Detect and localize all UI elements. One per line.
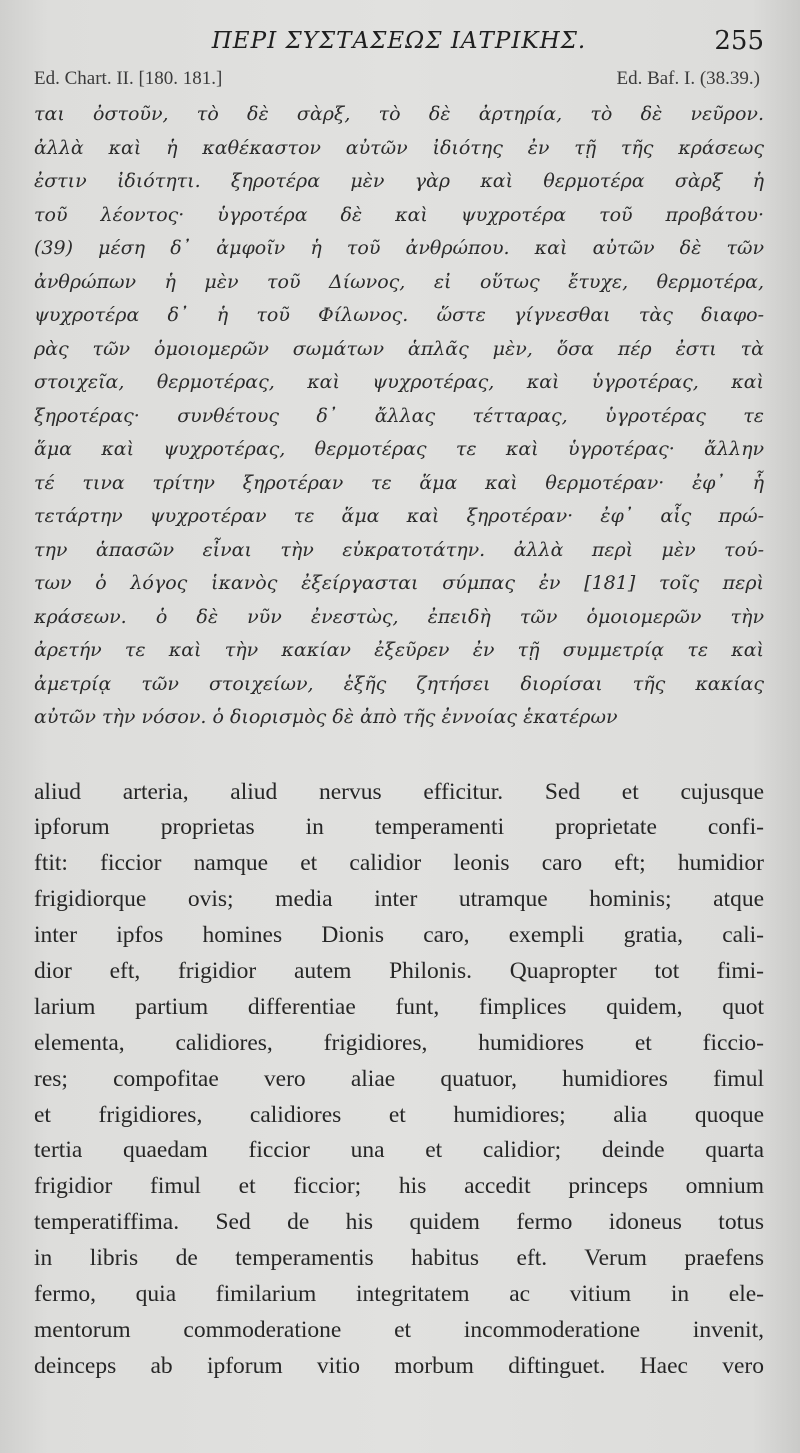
- latin-text-line: deinceps ab ipforum vitio morbum diftinguet. Haec vero: [34, 1352, 764, 1379]
- latin-text-line: frigidior fimul et ficcior; his accedit princeps omnium: [34, 1173, 764, 1200]
- latin-text-line: ftit: ficcior namque et calidior leonis caro eft; humidior: [34, 850, 764, 877]
- greek-text-line: ρὰς τῶν ὁμοιομερῶν σωμάτων ἁπλᾶς μὲν, ὅσα πέρ ἐστι τὰ: [34, 337, 764, 360]
- page-header: [34, 24, 764, 64]
- latin-text-block: [34, 775, 764, 1385]
- latin-text-line: in libris de temperamentis habitus eft. Verum praefens: [34, 1245, 764, 1272]
- greek-text-block: [34, 98, 764, 735]
- greek-text-line: τετάρτην ψυχροτέραν τε ἅμα καὶ ξηροτέραν· ἐφ᾽ αἷς πρώ-: [34, 505, 764, 527]
- edition-reference-right: Ed. Baf. I. (38.39.): [616, 68, 760, 89]
- latin-text-line: larium partium differentiae funt, fimplices quidem, quot: [34, 993, 764, 1020]
- latin-text-line: tertia quaedam ficcior una et calidior; deinde quarta: [34, 1137, 764, 1164]
- greek-text-line: ψυχροτέρα δ᾽ ἡ τοῦ Φίλωνος. ὥστε γίγνεσθαι τὰς διαφο-: [34, 304, 764, 326]
- greek-text-line: ἀλλὰ καὶ ἡ καθέκαστον αὐτῶν ἰδιότης ἐν τῇ τῆς κράσεως: [34, 136, 764, 159]
- latin-text-line: mentorum commoderatione et incommoderatione invenit,: [34, 1316, 764, 1343]
- greek-text-line: ἐστιν ἰδιότητι. ξηροτέρα μὲν γὰρ καὶ θερμοτέρα σὰρξ ἡ: [34, 170, 764, 192]
- latin-text-line: inter ipfos homines Dionis caro, exempli gratia, cali-: [34, 922, 764, 949]
- latin-text-line: dior eft, frigidior autem Philonis. Quapropter tot fimi-: [34, 957, 764, 984]
- latin-text-line: elementa, calidiores, frigidiores, humidiores et ficcio-: [34, 1029, 764, 1056]
- latin-text-line: temperatiffima. Sed de his quidem fermo idoneus totus: [34, 1209, 764, 1236]
- page-number: 255: [714, 26, 764, 56]
- latin-text-line: et frigidiores, calidiores et humidiores; alia quoque: [34, 1101, 764, 1128]
- greek-text-line: ξηροτέρας· συνθέτους δ᾽ ἄλλας τέτταρας, ὑγροτέρας τε: [34, 404, 764, 427]
- latin-text-line: frigidiorque ovis; media inter utramque hominis; atque: [34, 886, 764, 913]
- greek-text-line: κράσεων. ὁ δὲ νῦν ἐνεστὼς, ἐπειδὴ τῶν ὁμοιομερῶν τὴν: [34, 605, 764, 628]
- edition-reference-left: Ed. Chart. II. [180. 181.]: [34, 68, 223, 89]
- running-title: ΠΕΡΙ ΣΥΣΤΑΣΕΩΣ ΙΑΤΡΙΚΗΣ.: [211, 28, 587, 54]
- greek-text-line: ἀμετρίᾳ τῶν στοιχείων, ἑξῆς ζητήσει διορίσαι τῆς κακίας: [34, 672, 764, 695]
- greek-text-line: τοῦ λέοντος· ὑγροτέρα δὲ καὶ ψυχροτέρα τοῦ προβάτου·: [34, 203, 764, 226]
- greek-text-line: ἀρετήν τε καὶ τὴν κακίαν ἐξεῦρεν ἐν τῇ συμμετρίᾳ τε καὶ: [34, 639, 764, 661]
- greek-text-line: αὐτῶν τὴν νόσον. ὁ διορισμὸς δὲ ἀπὸ τῆς ἐννοίας ἑκατέρων: [34, 706, 618, 728]
- latin-text-line: ipforum proprietas in temperamenti proprietate confi-: [34, 814, 764, 841]
- greek-text-line: ἀνθρώπων ἡ μὲν τοῦ Δίωνος, εἰ οὕτως ἔτυχε, θερμοτέρα,: [34, 270, 764, 293]
- edition-reference-line: [34, 64, 764, 94]
- latin-text-line: res; compofitae vero aliae quatuor, humidiores fimul: [34, 1065, 764, 1092]
- section-gap: [34, 735, 764, 775]
- greek-text-line: (39) μέση δ᾽ ἀμφοῖν ἡ τοῦ ἀνθρώπου. καὶ αὐτῶν δὲ τῶν: [34, 237, 764, 259]
- greek-text-line: την ἁπασῶν εἶναι τὴν εὐκρατοτάτην. ἀλλὰ περὶ μὲν τού-: [34, 538, 764, 561]
- greek-text-line: των ὁ λόγος ἱκανὸς ἐξείργασται σύμπας ἐν [181] τοῖς περὶ: [34, 572, 764, 594]
- greek-text-line: στοιχεῖα, θερμοτέρας, καὶ ψυχροτέρας, καὶ ὑγροτέρας, καὶ: [34, 371, 764, 393]
- latin-text-line: fermo, quia fimilarium integritatem ac vitium in ele-: [34, 1280, 764, 1307]
- greek-text-line: ται ὀστοῦν, τὸ δὲ σὰρξ, τὸ δὲ ἀρτηρία, τὸ δὲ νεῦρον.: [34, 103, 764, 125]
- greek-text-line: ἅμα καὶ ψυχροτέρας, θερμοτέρας τε καὶ ὑγροτέρας· ἄλλην: [34, 438, 764, 460]
- latin-text-line: aliud arteria, aliud nervus efficitur. Sed et cujusque: [34, 778, 764, 805]
- greek-text-line: τέ τινα τρίτην ξηροτέραν τε ἅμα καὶ θερμοτέραν· ἐφ᾽ ἧ: [34, 471, 764, 494]
